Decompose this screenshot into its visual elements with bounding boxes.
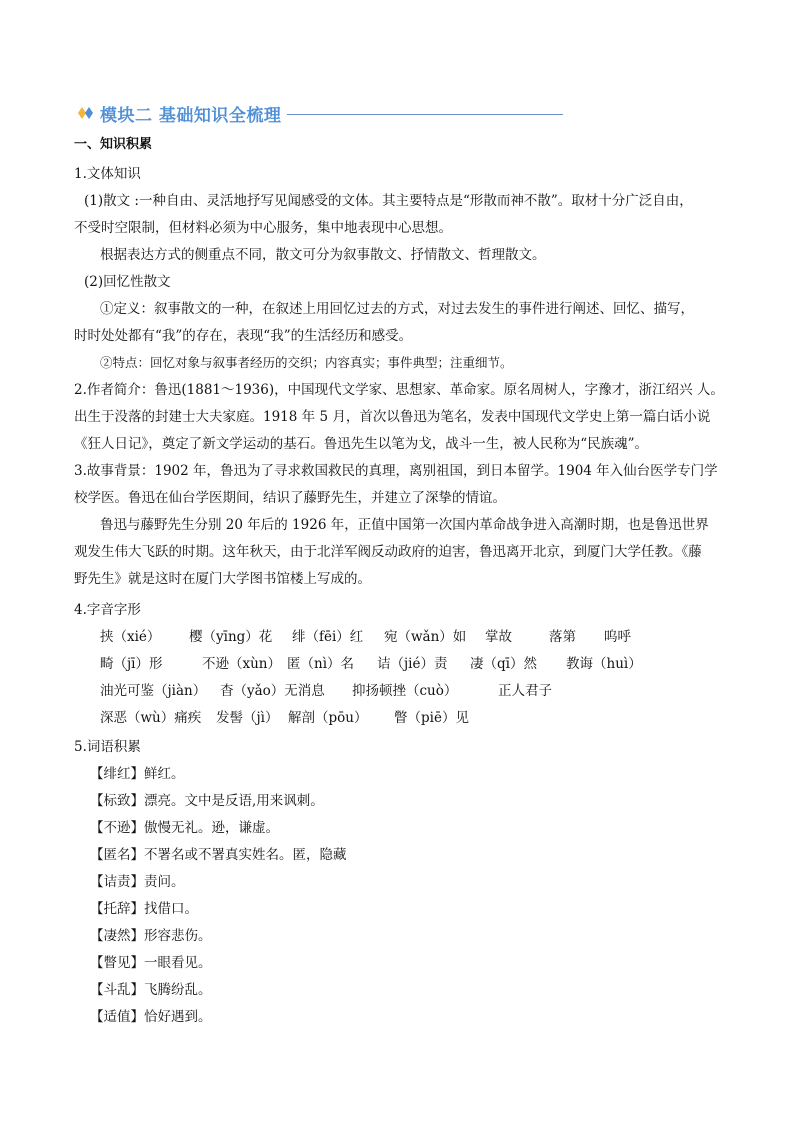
glossary-item: 【托辞】找借口。 (90, 901, 198, 917)
author-line1: 2.作者简介：鲁迅(1881～1936)，中国现代文学家、思想家、革命家。原名周树人，字豫才，浙江绍兴 人。 (74, 382, 724, 398)
double-diamond-icon (78, 106, 96, 120)
background-line4: 观发生伟大飞跃的时期。这年秋天，由于北洋军阀反动政府的迫害，鲁迅离开北京，到厦门大学任教。《藤 (74, 544, 702, 560)
background-line1: 3.故事背景：1902 年，鲁迅为了寻求救国救民的真理，离别祖国，到日本留学。1904 年入仙台医学专门学 (74, 463, 718, 479)
word-item: 绯（fēi）红 (292, 629, 364, 645)
module-title-text: 模块二 基础知识全梳理 (100, 105, 282, 126)
prose-definition-line1: (1)散文 :一种自由、灵活地抒写见闻感受的文体。其主要特点是“形散而神不散”。取材十分广泛自由， (84, 193, 693, 209)
word-item: 杳（yǎo）无消息 (220, 683, 325, 699)
background-line2: 校学医。鲁迅在仙台学医期间，结识了藤野先生，并建立了深挚的情谊。 (74, 490, 506, 506)
memoir-heading: (2)回忆性散文 (84, 274, 171, 290)
glossary-item: 【诘责】责问。 (90, 874, 185, 890)
glossary-item: 【绯红】鲜红。 (90, 766, 185, 782)
glossary-item: 【凄然】形容悲伤。 (90, 928, 212, 944)
background-line5: 野先生》就是这时在厦门大学图书馆楼上写成的。 (74, 571, 371, 587)
prose-types: 根据表达方式的侧重点不同，散文可分为叙事散文、抒情散文、哲理散文。 (100, 247, 546, 263)
part1-heading: 1.文体知识 (74, 166, 141, 182)
background-line3: 鲁迅与藤野先生分别 20 年后的 1926 年，正值中国第一次国内革命战争进入高潮时期，也是鲁迅世界 (100, 517, 709, 533)
word-item: 呜呼 (604, 629, 631, 645)
glossary-item: 【匿名】不署名或不署真实姓名。匿，隐藏 (90, 847, 347, 863)
author-line2: 出生于没落的封建士大夫家庭。1918 年 5 月，首次以鲁迅为笔名，发表中国现代文学史上第一篇白话小说 (74, 409, 711, 425)
word-item: 凄（qī）然 (470, 656, 537, 672)
module-title (78, 100, 563, 126)
word-item: 樱（yīng）花 (189, 629, 273, 645)
pronunciation-heading: 4.字音字形 (74, 602, 141, 618)
word-item: 宛（wǎn）如 (384, 629, 467, 645)
word-item: 深恶（wù）痛疾 (100, 710, 202, 726)
word-item: 油光可鉴（jiàn） (100, 683, 207, 699)
word-item: 掌故 (485, 629, 512, 645)
word-item: 发髻（jì） (216, 710, 279, 726)
word-item: 落第 (549, 629, 576, 645)
word-item: 诘（jié）责 (377, 656, 448, 672)
glossary-item: 【适值】恰好遇到。 (90, 1009, 212, 1025)
glossary-item: 【不逊】傲慢无礼。逊，谦虚。 (90, 820, 279, 836)
word-item: 匿（nì）名 (287, 656, 355, 672)
prose-definition-line2: 不受时空限制，但材料必须为中心服务，集中地表现中心思想。 (74, 220, 452, 236)
vocabulary-heading: 5.词语积累 (74, 739, 141, 755)
memoir-definition-line2: 时时处处都有“我”的存在，表现“我”的生活经历和感受。 (74, 328, 413, 344)
word-item: 挟（xié） (100, 629, 161, 645)
word-item: 解剖（pōu） (288, 710, 368, 726)
word-item: 瞥（piē）见 (394, 710, 469, 726)
memoir-features: ②特点：回忆对象与叙事者经历的交织；内容真实；事件典型；注重细节。 (100, 355, 513, 370)
title-divider (287, 114, 563, 115)
word-item: 正人君子 (498, 683, 552, 699)
glossary-item: 【标致】漂亮。文中是反语,用来讽刺。 (90, 793, 324, 809)
section-heading: 一、知识积累 (74, 137, 153, 152)
glossary-item: 【瞥见】一眼看见。 (90, 955, 212, 971)
word-item: 教诲（huì） (566, 656, 642, 672)
word-item: 抑扬顿挫（cuò） (352, 683, 458, 699)
glossary-item: 【斗乱】飞腾纷乱。 (90, 982, 212, 998)
word-item: 畸（jī）形 (100, 656, 163, 672)
word-item: 不逊（xùn） (202, 656, 282, 672)
author-line3: 《狂人日记》，奠定了新文学运动的基石。鲁迅先生以笔为戈，战斗一生，被人民称为“民族魂”。 (74, 436, 649, 452)
memoir-definition-line1: ①定义：叙事散文的一种，在叙述上用回忆过去的方式，对过去发生的事件进行阐述、回忆、描写， (100, 301, 694, 317)
